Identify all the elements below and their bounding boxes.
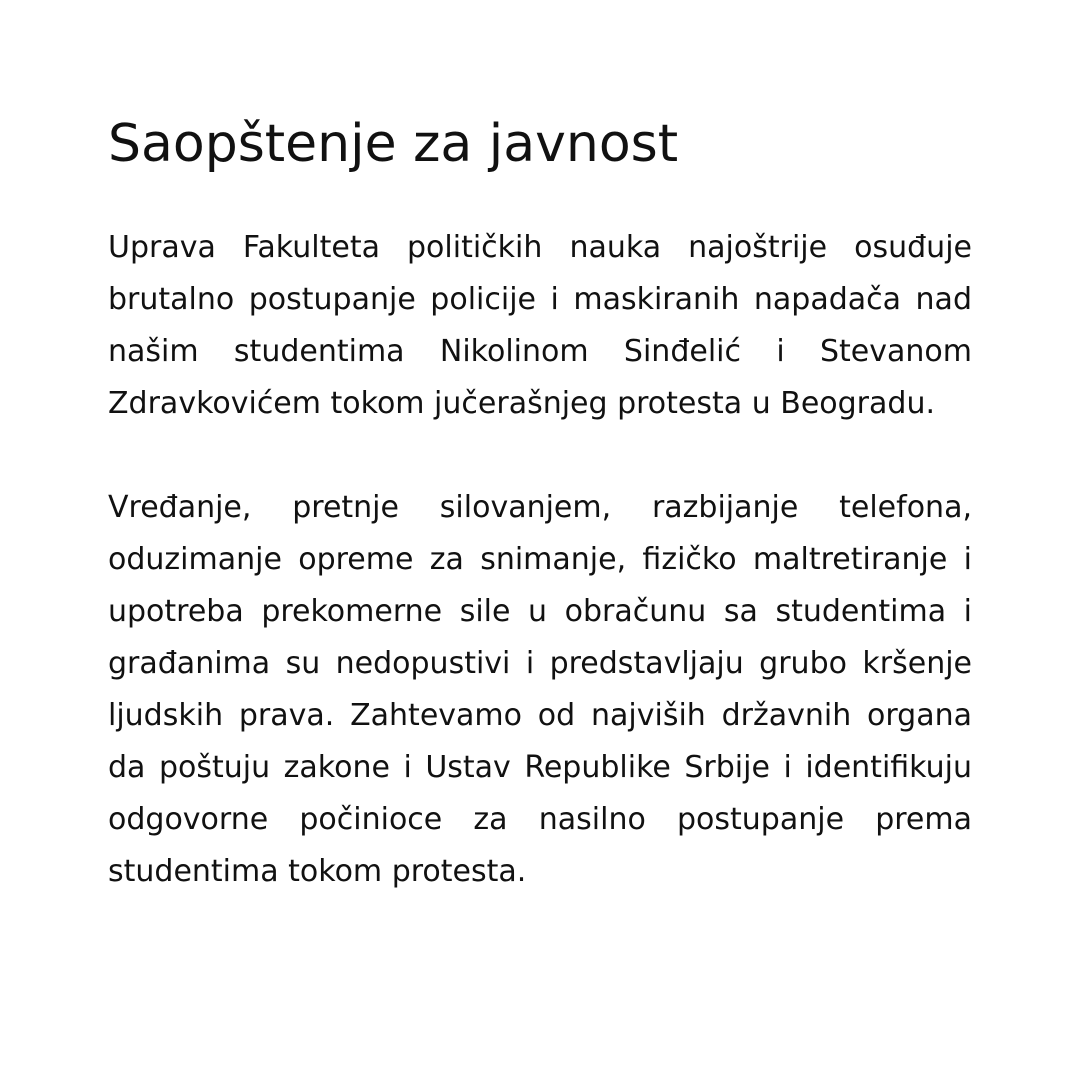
press-release-body [108,222,972,898]
paragraph-condemnation: Uprava Fakulteta političkih nauka najoštrije osuđuje brutalno postupanje policije i maskiranih napadača nad našim studentima Nikolinom Sinđelić i Stevanom Zdravkovićem tokom jučerašnjeg protesta u Beogradu. [108,230,972,421]
paragraph-demands: Vređanje, pretnje silovanjem, razbijanje telefona, oduzimanje opreme za snimanje, fizičko maltretiranje i upotreba prekomerne sile u obračunu sa studentima i građanima su nedopustivi i predstavljaju grubo kršenje ljudskih prava. Zahtevamo od najviših državnih organa da poštuju zakone i Ustav Republike Srbije i identifikuju odgovorne počinioce za nasilno postupanje prema studentima tokom protesta. [108,490,972,889]
page-title: Saopštenje za javnost [108,114,679,174]
